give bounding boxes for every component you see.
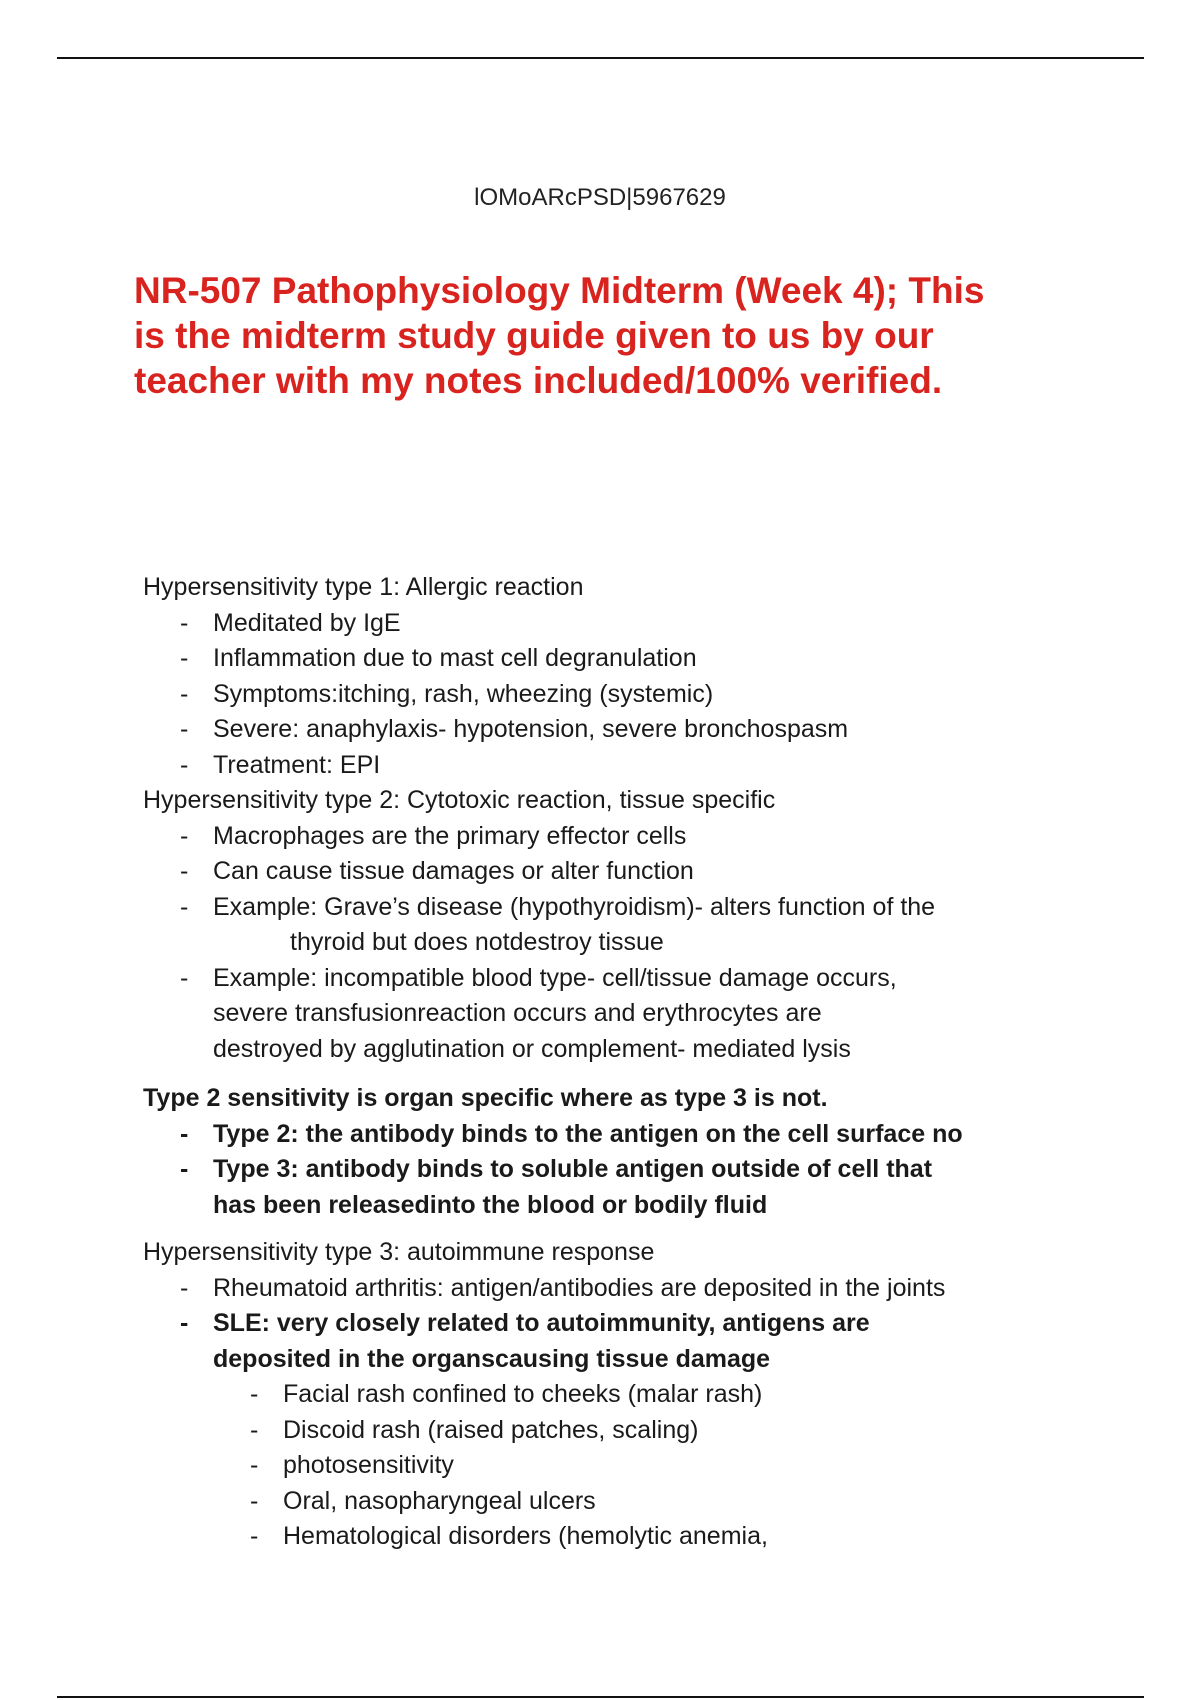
list-item-text: Severe: anaphylaxis- hypotension, severe bronchospasm — [213, 715, 849, 743]
list-item — [143, 1117, 1143, 1153]
bullet-dash: - — [180, 644, 189, 672]
title-line-2: is the midterm study guide given to us by our — [134, 315, 934, 356]
list-item — [143, 854, 1143, 890]
list-item-text: Rheumatoid arthritis: antigen/antibodies are deposited in the joints — [213, 1273, 946, 1302]
bullet-dash: - — [180, 608, 189, 637]
list-item-continuation: thyroid but does notdestroy tissue — [290, 928, 664, 956]
bullet-dash: - — [180, 963, 189, 992]
section-heading-type3: Hypersensitivity type 3: autoimmune response — [143, 1238, 655, 1266]
list-item-text: Macrophages are the primary effector cells — [213, 821, 687, 850]
list-item-text: Example: incompatible blood type- cell/tissue damage occurs, — [213, 963, 897, 992]
list-item-text: Symptoms:itching, rash, wheezing (systemic) — [213, 679, 714, 708]
title-line-1: NR-507 Pathophysiology Midterm (Week 4); This — [134, 270, 985, 311]
list-item — [143, 890, 1143, 926]
list-item-text: Treatment: EPI — [213, 750, 381, 779]
bullet-dash: - — [180, 715, 189, 743]
list-item-continuation: severe transfusionreaction occurs and erythrocytes are — [213, 999, 822, 1027]
list-item — [143, 641, 1143, 677]
section-heading-type2: Hypersensitivity type 2: Cytotoxic reaction, tissue specific — [143, 786, 776, 814]
nested-list-item — [143, 1519, 1143, 1555]
bullet-dash: - — [180, 821, 189, 850]
nested-list-item — [143, 1448, 1143, 1484]
list-item — [143, 1271, 1143, 1307]
nested-list-item — [143, 1484, 1143, 1520]
bullet-dash: - — [250, 1486, 259, 1515]
list-item-text: Oral, nasopharyngeal ulcers — [283, 1486, 596, 1515]
list-item — [143, 748, 1143, 784]
bullet-dash: - — [180, 857, 189, 885]
list-item-continuation: deposited in the organscausing tissue damage — [213, 1344, 771, 1373]
list-item-text: Facial rash confined to cheeks (malar rash) — [283, 1380, 763, 1408]
list-item-continuation: has been releasedinto the blood or bodily fluid — [213, 1190, 768, 1219]
bullet-dash: - — [180, 1155, 189, 1183]
list-item-text: Example: Grave’s disease (hypothyroidism)- alters function of the — [213, 892, 936, 921]
document-id: lOMoARcPSD|5967629 — [474, 184, 726, 211]
list-item-text: Can cause tissue damages or alter function — [213, 857, 694, 885]
section-heading-comparison: Type 2 sensitivity is organ specific where as type 3 is not. — [143, 1084, 828, 1112]
title-line-3: teacher with my notes included/100% verified. — [134, 360, 943, 401]
bullet-dash: - — [180, 1309, 189, 1337]
section-heading-type1: Hypersensitivity type 1: Allergic reaction — [143, 573, 584, 601]
list-item — [143, 606, 1143, 642]
list-item — [143, 819, 1143, 855]
list-item — [143, 961, 1143, 997]
list-item-text: photosensitivity — [283, 1451, 454, 1479]
list-item-text: Inflammation due to mast cell degranulation — [213, 644, 697, 672]
bullet-dash: - — [250, 1415, 259, 1444]
bullet-dash: - — [180, 750, 189, 779]
bullet-dash: - — [180, 1273, 189, 1302]
list-item — [143, 1152, 1143, 1188]
list-item-text: SLE: very closely related to autoimmunity, antigens are — [213, 1309, 870, 1337]
nested-list-item — [143, 1377, 1143, 1413]
list-item-text: Hematological disorders (hemolytic anemia, — [283, 1522, 768, 1550]
page-title — [134, 268, 1094, 403]
study-guide-content — [143, 570, 1143, 1555]
top-rule — [57, 57, 1144, 59]
list-item-text: Meditated by IgE — [213, 608, 401, 637]
bottom-rule — [57, 1696, 1144, 1698]
bullet-dash: - — [180, 892, 189, 921]
nested-list-item — [143, 1413, 1143, 1449]
list-item-text: Discoid rash (raised patches, scaling) — [283, 1415, 699, 1444]
bullet-dash: - — [250, 1380, 259, 1408]
bullet-dash: - — [250, 1451, 259, 1479]
list-item-text: Type 3: antibody binds to soluble antigen outside of cell that — [213, 1155, 933, 1183]
bullet-dash: - — [180, 679, 189, 708]
list-item — [143, 1306, 1143, 1342]
bullet-dash: - — [180, 1119, 189, 1148]
list-item-text: Type 2: the antibody binds to the antigen on the cell surface no — [213, 1119, 963, 1148]
list-item — [143, 712, 1143, 748]
list-item-continuation: destroyed by agglutination or complement- mediated lysis — [213, 1034, 851, 1063]
bullet-dash: - — [250, 1522, 259, 1550]
list-item — [143, 677, 1143, 713]
